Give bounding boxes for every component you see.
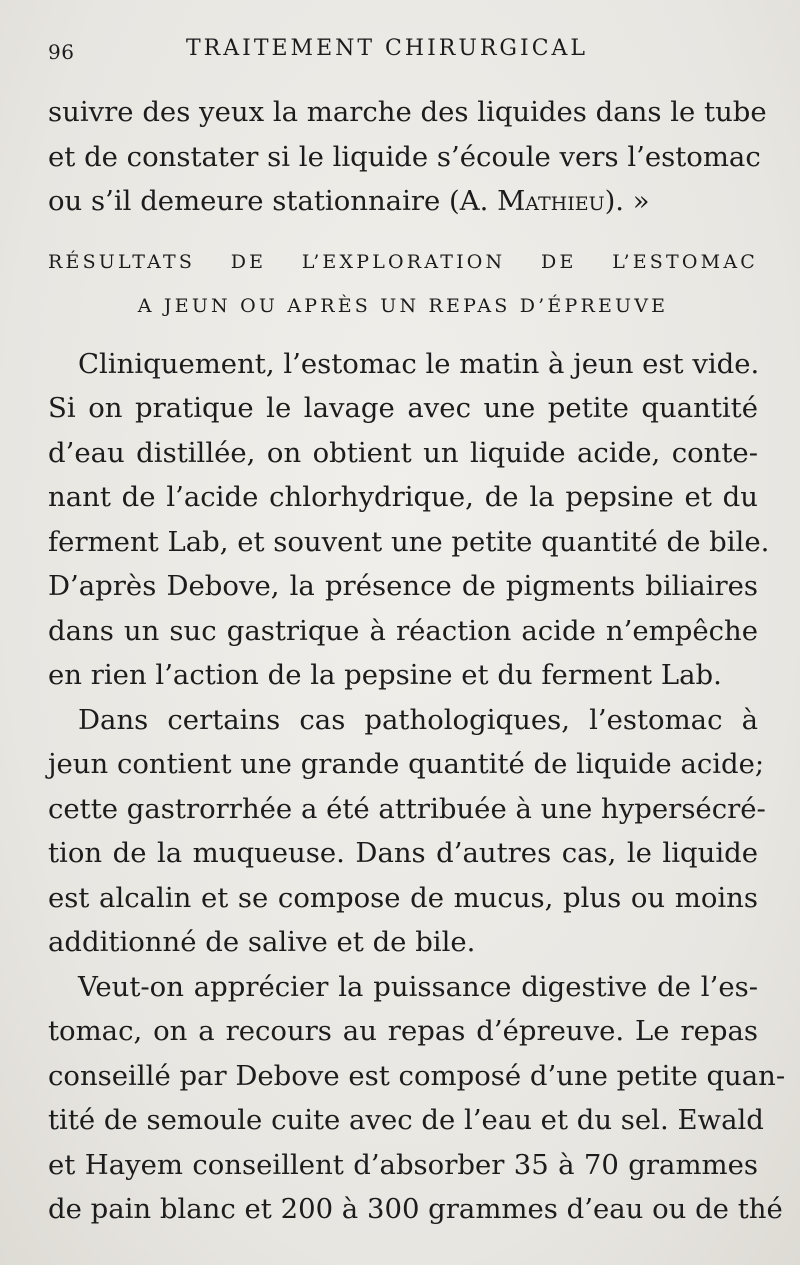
text-line: conseillé par Debove est composé d’une petite quan- — [48, 1059, 786, 1092]
text-line: Cliniquement, l’estomac le matin à jeun est vide. — [78, 347, 760, 380]
section-heading-line-2: A JEUN OU APRÈS UN REPAS D’ÉPREUVE — [137, 294, 669, 317]
paragraph-2 — [48, 698, 766, 965]
text-line: est alcalin et se compose de mucus, plus ou moins — [48, 881, 758, 914]
section-heading — [48, 240, 758, 328]
text-line: Si on pratique le lavage avec une petite quantité — [48, 392, 758, 424]
text-line: jeun contient une grande quantité de liquide acide; — [48, 748, 765, 780]
text-line-citation — [48, 179, 758, 224]
citation-text: ou s’il demeure stationnaire (A. M — [48, 185, 526, 217]
text-line: additionné de salive et de bile. — [48, 926, 476, 958]
text-line: et Hayem conseillent d’absorber 35 à 70 grammes — [48, 1148, 758, 1181]
text-line: de pain blanc et 200 à 300 grammes d’eau ou de thé — [48, 1193, 783, 1225]
text-line: D’après Debove, la présence de pigments biliaires — [48, 570, 758, 602]
text-line: Veut-on apprécier la puissance digestive de l’es- — [78, 970, 758, 1003]
text-line: dans un suc gastrique à réaction acide n’empêche — [48, 614, 758, 647]
text-line: ferment Lab, et souvent une petite quantité de bile. — [48, 525, 770, 558]
paragraph-3 — [48, 965, 786, 1232]
citation-closing: ). » — [604, 185, 650, 217]
text-line: Dans certains cas pathologiques, l’estomac à — [78, 703, 758, 736]
text-line: et de constater si le liquide s’écoule vers l’estomac — [48, 140, 761, 173]
text-line: en rien l’action de la pepsine et du ferment Lab. — [48, 659, 722, 691]
running-title: TRAITEMENT CHIRURGICAL — [186, 36, 589, 61]
text-line: suivre des yeux la marche des liquides dans le tube — [48, 96, 767, 128]
running-head — [48, 36, 758, 80]
citation-small-caps: athieu — [525, 185, 605, 217]
text-line: nant de l’acide chlorhydrique, de la pepsine et du — [48, 481, 758, 513]
paragraph-1 — [48, 342, 770, 698]
intro-paragraph — [48, 90, 767, 224]
text-line: tomac, on a recours au repas d’épreuve. Le repas — [48, 1015, 758, 1047]
text-line: cette gastrorrhée a été attribuée à une hypersécré- — [48, 792, 766, 825]
section-heading-line-1: RÉSULTATS DE L’EXPLORATION DE L’ESTOMAC — [48, 250, 758, 273]
text-line: tion de la muqueuse. Dans d’autres cas, le liquide — [48, 837, 758, 869]
page-number: 96 — [48, 40, 75, 64]
text-line: tité de semoule cuite avec de l’eau et du sel. Ewald — [48, 1104, 764, 1136]
text-line: d’eau distillée, on obtient un liquide acide, conte- — [48, 436, 758, 469]
